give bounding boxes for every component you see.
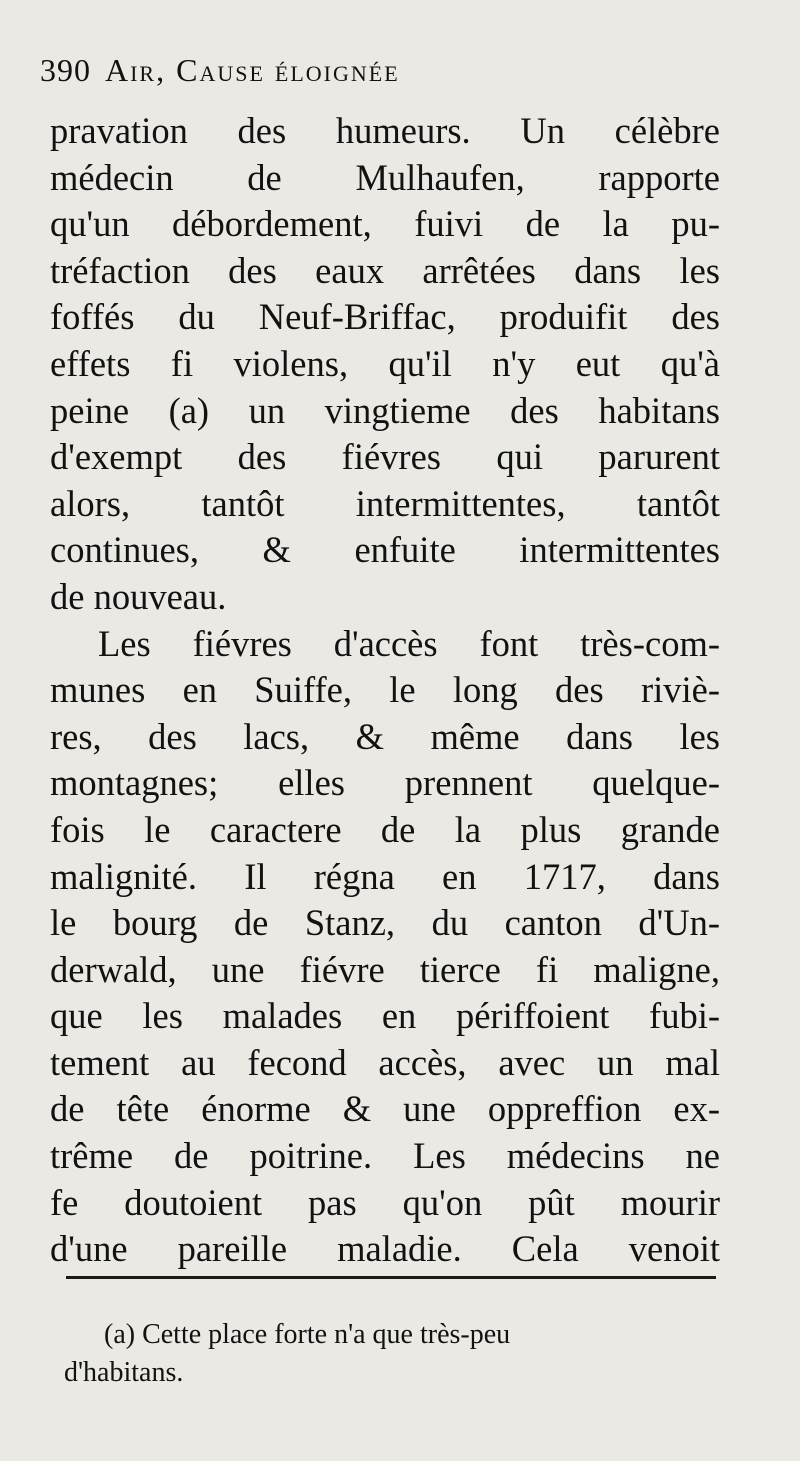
footnote [64, 1316, 734, 1392]
footnote-divider [66, 1276, 716, 1279]
text-line: derwald, une fiévre tierce fi maligne, [50, 948, 720, 990]
text-line: de tête énorme & une oppreffion ex- [50, 1088, 720, 1130]
page-header [40, 52, 400, 89]
text-line: trême de poitrine. Les médecins ne [50, 1135, 720, 1177]
text-line: munes en Suiffe, le long des riviè- [50, 669, 720, 711]
text-line: que les malades en périffoient fubi- [50, 995, 720, 1037]
text-line: continues, & enfuite intermittentes [50, 529, 720, 571]
body-text [50, 108, 720, 1273]
text-line: le bourg de Stanz, du canton d'Un- [50, 902, 720, 944]
text-line: fois le caractere de la plus grande [50, 808, 720, 850]
footnote-line: (a) Cette place forte n'a que très-peu [104, 1319, 511, 1350]
running-title: Air, Cause éloignée [105, 52, 400, 88]
text-line: tréfaction des eaux arrêtées dans les [50, 249, 720, 291]
text-line: alors, tantôt intermittentes, tantôt [50, 482, 720, 524]
text-line: foffés du Neuf-Briffac, produifit des [50, 296, 720, 338]
text-line: effets fi violens, qu'il n'y eut qu'à [50, 342, 720, 384]
footnote-line: d'habitans. [64, 1357, 184, 1388]
text-line: peine (a) un vingtieme des habitans [50, 389, 720, 431]
text-line: malignité. Il régna en 1717, dans [50, 855, 720, 897]
paragraph-end-line: de nouveau. [50, 575, 227, 617]
text-line: médecin de Mulhaufen, rapporte [50, 156, 720, 198]
text-line: fe doutoient pas qu'on pût mourir [50, 1181, 720, 1223]
text-line: tement au fecond accès, avec un mal [50, 1041, 720, 1083]
text-line: res, des lacs, & même dans les [50, 715, 720, 757]
paragraph-start-line: Les fiévres d'accès font très-com- [98, 622, 720, 664]
text-line: d'une pareille maladie. Cela venoit [50, 1228, 720, 1270]
text-line: montagnes; elles prennent quelque- [50, 762, 720, 804]
text-line: qu'un débordement, fuivi de la pu- [50, 203, 720, 245]
page-number: 390 [40, 52, 91, 88]
text-line: pravation des humeurs. Un célèbre [50, 110, 720, 151]
text-line: d'exempt des fiévres qui parurent [50, 436, 720, 478]
